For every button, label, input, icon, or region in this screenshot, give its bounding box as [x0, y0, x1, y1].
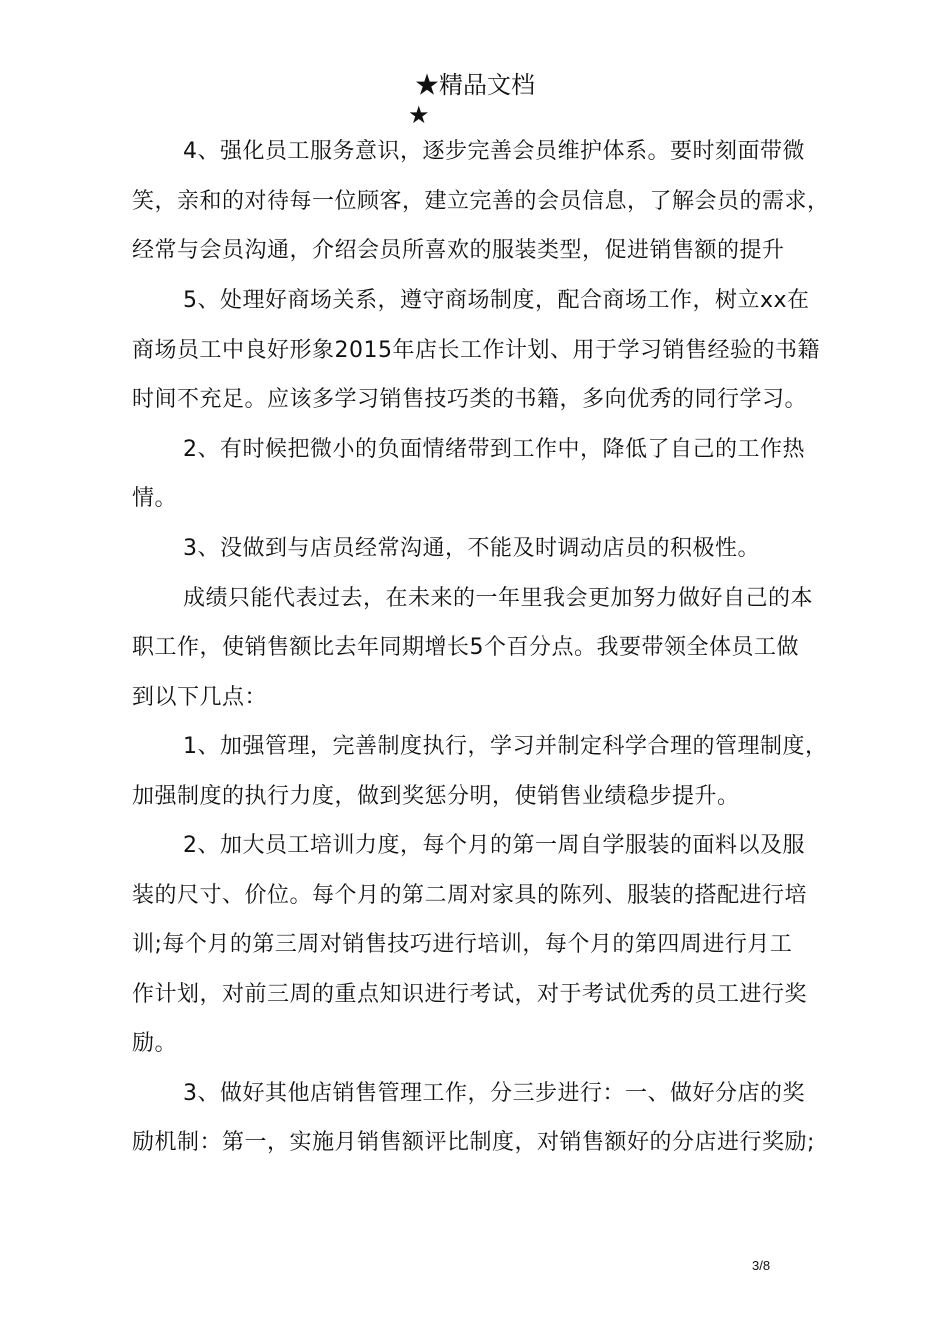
document-header: ★精品文档 [415, 71, 535, 99]
text-line: 作计划，对前三周的重点知识进行考试，对于考试优秀的员工进行奖 [132, 982, 808, 1007]
text-line: 加强制度的执行力度，做到奖惩分明，使销售业绩稳步提升。 [132, 784, 740, 809]
text-line: 到以下几点： [132, 685, 268, 710]
text-line: 训;每个月的第三周对销售技巧进行培训，每个月的第四周进行月工 [132, 932, 793, 957]
text-line: 成绩只能代表过去，在未来的一年里我会更加努力做好自己的本 [183, 586, 814, 611]
text-line: 时间不充足。应该多学习销售技巧类的书籍，多向优秀的同行学习。 [132, 387, 808, 412]
text-line: 3、做好其他店销售管理工作，分三步进行：一、做好分店的奖 [183, 1081, 805, 1106]
text-line: 2、有时候把微小的负面情绪带到工作中，降低了自己的工作热 [183, 437, 805, 462]
page-number: 3/8 [752, 1258, 771, 1273]
text-line: 笑，亲和的对待每一位顾客，建立完善的会员信息，了解会员的需求， [132, 189, 830, 214]
text-line: 励机制：第一，实施月销售额评比制度，对销售额好的分店进行奖励; [132, 1130, 815, 1155]
text-line: 经常与会员沟通，介绍会员所喜欢的服装类型，促进销售额的提升 [132, 238, 785, 263]
text-line: 4、强化员工服务意识，逐步完善会员维护体系。要时刻面带微 [183, 139, 805, 164]
text-line: 情。 [132, 486, 178, 511]
star-icon: ★ [408, 101, 430, 129]
text-line: 2、加大员工培训力度，每个月的第一周自学服装的面料以及服 [183, 833, 805, 858]
text-line: 职工作，使销售额比去年同期增长5个百分点。我要带领全体员工做 [132, 635, 799, 660]
text-line: 商场员工中良好形象2015年店长工作计划、用于学习销售经验的书籍 [132, 338, 820, 363]
text-line: 装的尺寸、价位。每个月的第二周对家具的陈列、服装的搭配进行培 [132, 883, 808, 908]
text-line: 5、处理好商场关系，遵守商场制度，配合商场工作，树立xx在 [183, 288, 810, 313]
text-line: 励。 [132, 1031, 178, 1056]
text-line: 3、没做到与店员经常沟通，不能及时调动店员的积极性。 [183, 536, 760, 561]
text-line: 1、加强管理，完善制度执行，学习并制定科学合理的管理制度， [183, 734, 828, 759]
